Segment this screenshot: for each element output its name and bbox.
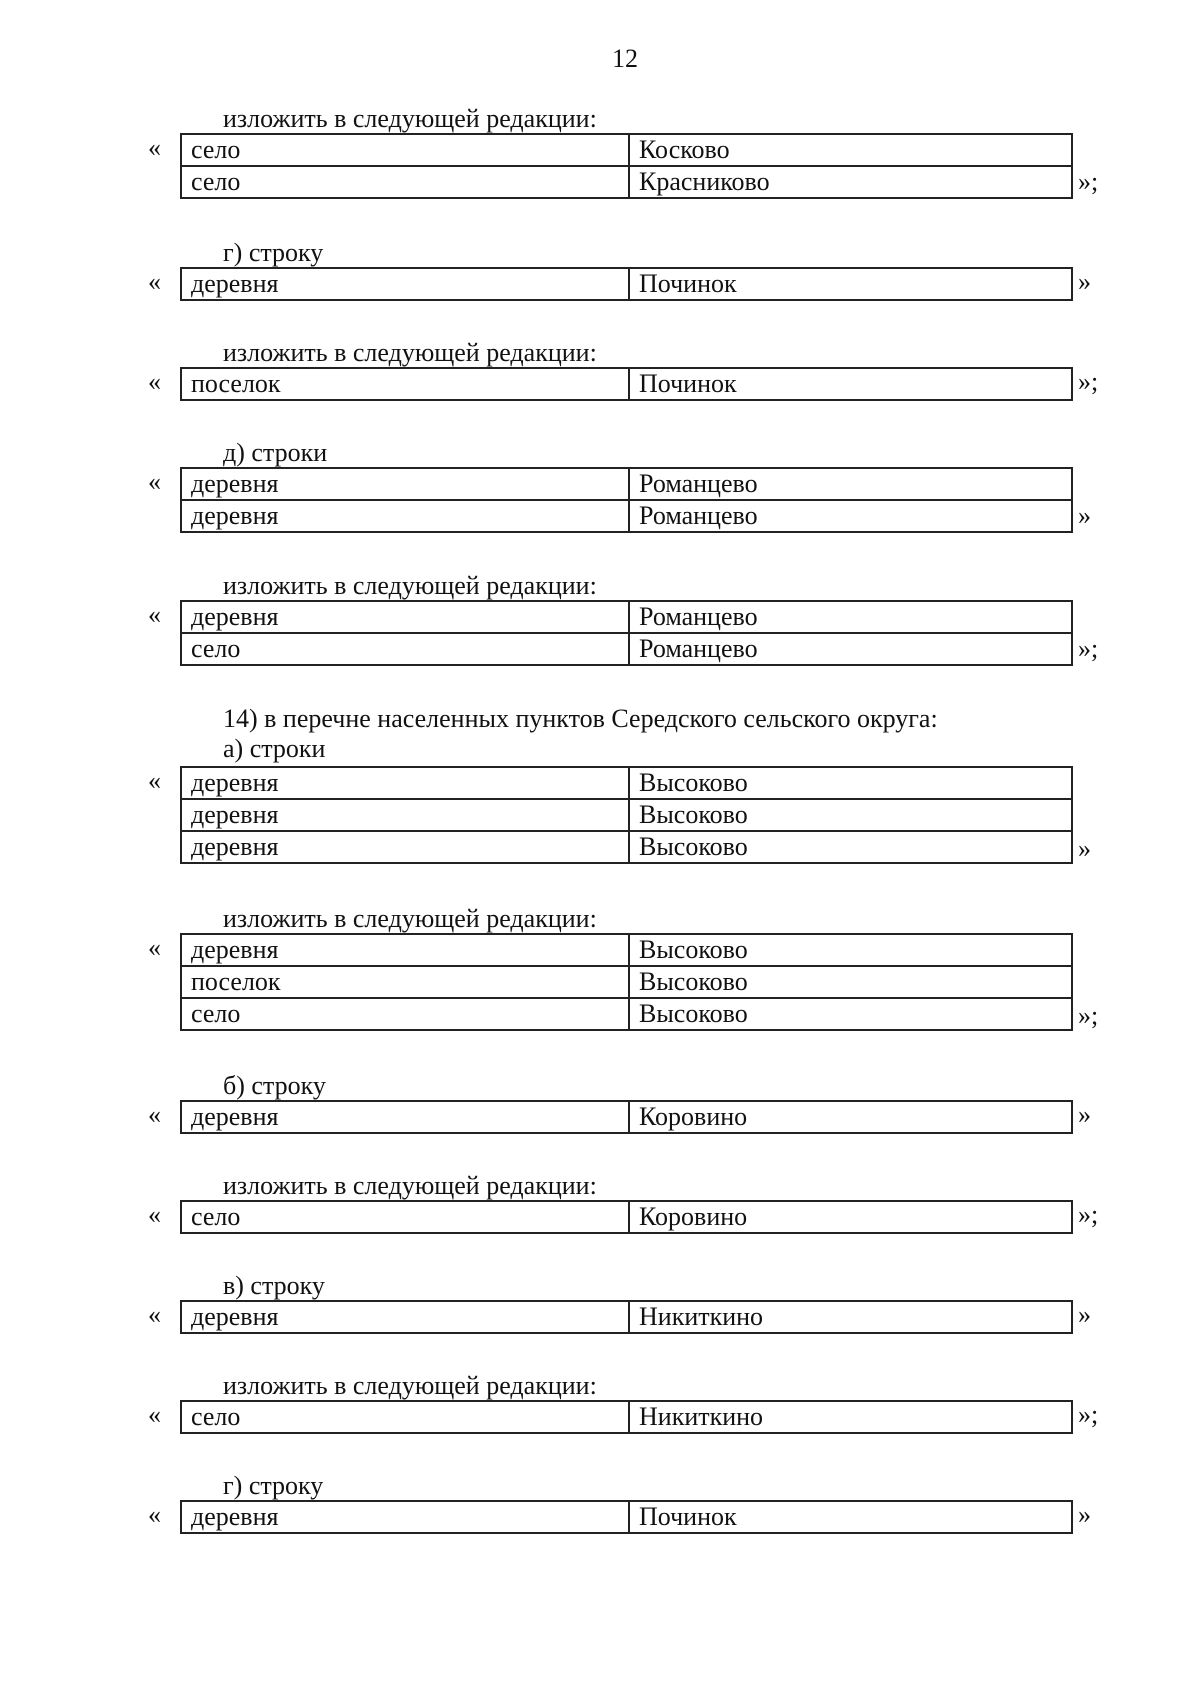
settlement-name-cell: Коровино <box>629 1101 1072 1133</box>
close-quote: » <box>1078 267 1091 296</box>
close-quote: »; <box>1078 1001 1099 1030</box>
settlement-type-cell: деревня <box>181 767 629 799</box>
close-quote: »; <box>1078 1400 1099 1429</box>
settlement-name-cell: Коровино <box>629 1201 1072 1233</box>
table-row <box>181 1301 1072 1333</box>
settlement-type-cell: село <box>181 633 629 665</box>
table-row <box>181 166 1072 198</box>
settlement-type-cell: деревня <box>181 1301 629 1333</box>
settlement-table <box>180 1100 1073 1134</box>
open-quote: « <box>148 133 161 162</box>
table-row <box>181 633 1072 665</box>
settlement-type-cell: село <box>181 1401 629 1433</box>
page-number: 12 <box>612 44 638 73</box>
settlement-name-cell: Высоково <box>629 767 1072 799</box>
settlement-table <box>180 267 1073 301</box>
settlement-name-cell: Высоково <box>629 934 1072 966</box>
open-quote: « <box>148 367 161 396</box>
close-quote: » <box>1078 1100 1091 1129</box>
settlement-name-cell: Никиткино <box>629 1301 1072 1333</box>
open-quote: « <box>148 1200 161 1229</box>
settlement-table <box>180 1300 1073 1334</box>
settlement-table <box>180 1200 1073 1234</box>
settlement-type-cell: поселок <box>181 368 629 400</box>
close-quote: » <box>1078 1500 1091 1529</box>
settlement-type-cell: деревня <box>181 468 629 500</box>
settlement-table <box>180 766 1073 864</box>
open-quote: « <box>148 600 161 629</box>
settlement-type-cell: деревня <box>181 268 629 300</box>
instruction-text: д) строки <box>223 438 328 467</box>
settlement-name-cell: Романцево <box>629 468 1072 500</box>
table-row <box>181 1201 1072 1233</box>
open-quote: « <box>148 267 161 296</box>
open-quote: « <box>148 1300 161 1329</box>
open-quote: « <box>148 1500 161 1529</box>
settlement-type-cell: село <box>181 1201 629 1233</box>
settlement-table <box>180 600 1073 666</box>
settlement-table <box>180 133 1073 199</box>
table-row <box>181 1401 1072 1433</box>
instruction-text: г) строку <box>223 238 324 267</box>
open-quote: « <box>148 1100 161 1129</box>
instruction-text: г) строку <box>223 1471 324 1500</box>
settlement-name-cell: Починок <box>629 368 1072 400</box>
settlement-type-cell: деревня <box>181 1101 629 1133</box>
instruction-text: б) строку <box>223 1071 326 1100</box>
settlement-name-cell: Высоково <box>629 799 1072 831</box>
settlement-name-cell: Починок <box>629 1501 1072 1533</box>
settlement-name-cell: Романцево <box>629 601 1072 633</box>
settlement-name-cell: Высоково <box>629 831 1072 863</box>
table-row <box>181 799 1072 831</box>
settlement-type-cell: деревня <box>181 500 629 532</box>
settlement-name-cell: Никиткино <box>629 1401 1072 1433</box>
settlement-name-cell: Романцево <box>629 633 1072 665</box>
instruction-text: а) строки <box>223 734 326 763</box>
instruction-text: изложить в следующей редакции: <box>223 338 597 367</box>
table-row <box>181 368 1072 400</box>
settlement-table <box>180 933 1073 1031</box>
open-quote: « <box>148 467 161 496</box>
settlement-type-cell: деревня <box>181 799 629 831</box>
table-row <box>181 468 1072 500</box>
instruction-text: в) строку <box>223 1271 325 1300</box>
close-quote: »; <box>1078 1200 1099 1229</box>
settlement-table <box>180 367 1073 401</box>
settlement-type-cell: деревня <box>181 601 629 633</box>
open-quote: « <box>148 1400 161 1429</box>
table-row <box>181 934 1072 966</box>
table-row <box>181 500 1072 532</box>
settlement-type-cell: деревня <box>181 1501 629 1533</box>
instruction-text: изложить в следующей редакции: <box>223 904 597 933</box>
instruction-text: изложить в следующей редакции: <box>223 104 597 133</box>
close-quote: » <box>1078 1300 1091 1329</box>
table-row <box>181 1501 1072 1533</box>
settlement-name-cell: Косково <box>629 134 1072 166</box>
settlement-name-cell: Высоково <box>629 998 1072 1030</box>
table-row <box>181 831 1072 863</box>
settlement-table <box>180 1500 1073 1534</box>
table-row <box>181 268 1072 300</box>
settlement-type-cell: деревня <box>181 831 629 863</box>
close-quote: » <box>1078 501 1091 530</box>
close-quote: »; <box>1078 634 1099 663</box>
instruction-text: изложить в следующей редакции: <box>223 571 597 600</box>
settlement-name-cell: Починок <box>629 268 1072 300</box>
settlement-type-cell: село <box>181 166 629 198</box>
settlement-type-cell: село <box>181 134 629 166</box>
table-row <box>181 134 1072 166</box>
instruction-text: изложить в следующей редакции: <box>223 1371 597 1400</box>
settlement-type-cell: деревня <box>181 934 629 966</box>
instruction-text: изложить в следующей редакции: <box>223 1171 597 1200</box>
close-quote: »; <box>1078 367 1099 396</box>
settlement-type-cell: поселок <box>181 966 629 998</box>
table-row <box>181 601 1072 633</box>
settlement-name-cell: Красниково <box>629 166 1072 198</box>
table-row <box>181 998 1072 1030</box>
table-row <box>181 966 1072 998</box>
open-quote: « <box>148 766 161 795</box>
close-quote: » <box>1078 834 1091 863</box>
settlement-type-cell: село <box>181 998 629 1030</box>
open-quote: « <box>148 933 161 962</box>
settlement-table <box>180 1400 1073 1434</box>
settlement-name-cell: Высоково <box>629 966 1072 998</box>
close-quote: »; <box>1078 167 1099 196</box>
table-row <box>181 1101 1072 1133</box>
table-row <box>181 767 1072 799</box>
settlement-table <box>180 467 1073 533</box>
section-heading: 14) в перечне населенных пунктов Середского сельского округа: <box>223 704 938 733</box>
settlement-name-cell: Романцево <box>629 500 1072 532</box>
